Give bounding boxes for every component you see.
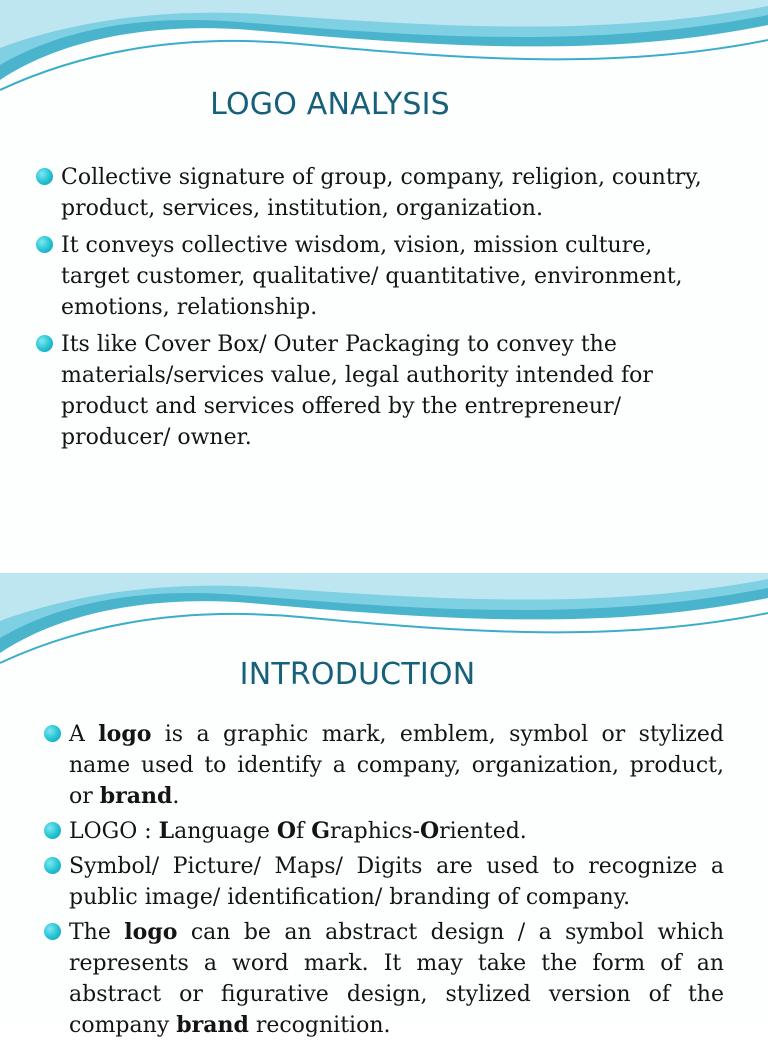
text-run: riented. <box>439 819 527 844</box>
text-run: can be an abstract design / a symbol which represents a word mark. It may take the form of an abstract or figurative design, stylized version of the company <box>69 920 724 1038</box>
text-run: anguage <box>174 819 277 844</box>
slide-title: INTRODUCTION <box>239 657 476 692</box>
text-run: f <box>296 819 312 844</box>
slide-separator <box>0 560 768 573</box>
bullet-icon <box>36 236 53 253</box>
list-item <box>44 816 724 847</box>
list-item <box>36 162 726 224</box>
slide-introduction <box>0 573 768 1038</box>
bold-term-logo: logo <box>98 721 152 747</box>
acronym-letter: L <box>158 818 175 844</box>
bullet-list <box>44 719 724 1045</box>
bold-term-brand: brand <box>176 1012 249 1038</box>
header-wave-decoration <box>0 0 768 95</box>
list-item-text: Collective signature of group, company, religion, country, product, services, institution, organization. <box>61 165 702 221</box>
acronym-letter: O <box>276 818 297 844</box>
bold-term-brand: brand <box>99 783 173 809</box>
text-run: A <box>69 722 99 747</box>
text-run: raphics- <box>329 819 420 844</box>
text-run: LOGO : <box>69 819 159 844</box>
bullet-icon <box>44 857 61 874</box>
list-item <box>36 329 726 453</box>
list-item <box>36 230 726 323</box>
text-run: The <box>69 920 125 945</box>
list-item <box>44 719 724 812</box>
list-item-text: It conveys collective wisdom, vision, mission culture, target customer, qualitative/ quantitative, environment, emotions, relationship. <box>61 233 683 320</box>
list-item-text: Symbol/ Picture/ Maps/ Digits are used to recognize a public image/ identification/ branding of company. <box>69 854 724 910</box>
bullet-list <box>36 162 726 459</box>
list-item <box>44 851 724 913</box>
acronym-letter: G <box>311 818 330 844</box>
bullet-icon <box>44 822 61 839</box>
slide-title: LOGO ANALYSIS <box>210 87 450 122</box>
list-item-text: Its like Cover Box/ Outer Packaging to convey the materials/services value, legal authority intended for product and services offered by the entrepreneur/ producer/ owner. <box>61 332 653 450</box>
list-item <box>44 917 724 1041</box>
bullet-icon <box>44 725 61 742</box>
header-wave-decoration <box>0 573 768 668</box>
bullet-icon <box>36 335 53 352</box>
bullet-icon <box>36 168 53 185</box>
bullet-icon <box>44 923 61 940</box>
text-run: . <box>172 784 180 809</box>
text-run: is a graphic mark, emblem, symbol or stylized name used to identify a company, organization, product, or <box>69 722 724 809</box>
bold-term-logo: logo <box>124 919 178 945</box>
text-run: recognition. <box>248 1013 391 1038</box>
acronym-letter: O <box>419 818 440 844</box>
